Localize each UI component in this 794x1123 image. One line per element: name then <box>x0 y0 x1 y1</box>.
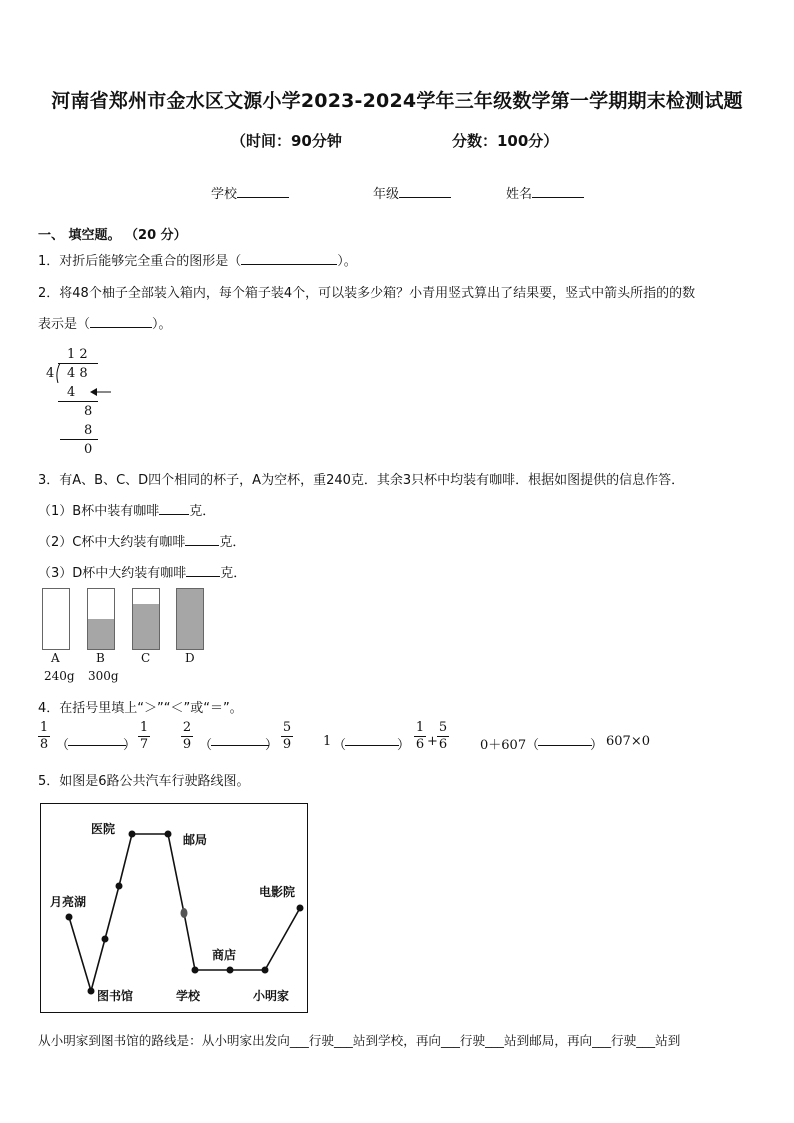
step2: 8 <box>84 423 93 438</box>
section-heading: 一、 填空题。 （20 分） <box>38 228 187 243</box>
label-youju: 邮局 <box>183 833 208 847</box>
stop-dianying-dot <box>297 905 304 912</box>
question-3-part2 <box>38 531 245 550</box>
q4-blank-1[interactable] <box>68 734 126 746</box>
question-1 <box>38 250 357 269</box>
q1-text: 1．对折后能够完全重合的图形是（ <box>38 254 242 269</box>
q3-p2-unit: 克． <box>219 535 246 550</box>
cup-label-a: A <box>51 651 60 665</box>
label-yiyuan: 医院 <box>91 822 116 836</box>
question-5-route: 从小明家到图书馆的路线是：从小明家出发向___行驶___站到学校，再向___行驶___站到邮局，再向___行驶___站到 <box>38 1033 681 1048</box>
paren-open: （ <box>56 738 70 753</box>
question-4-stem: 4．在括号里填上“＞”“＜”或“＝”。 <box>38 701 243 716</box>
label-shangdian: 商店 <box>212 948 237 962</box>
label-dianying: 电影院 <box>259 885 296 899</box>
fraction-5-9: 5 9 <box>282 720 292 752</box>
q4-blank-4[interactable] <box>538 734 592 746</box>
fraction-5-6: 5 6 <box>438 720 448 752</box>
question-5-stem: 5．如图是6路公共汽车行驶路线图。 <box>38 774 250 789</box>
q1-text-end: ）。 <box>337 254 357 269</box>
q3-p3-unit: 克． <box>220 566 247 581</box>
q2-text: 表示是（ <box>38 317 91 332</box>
bus-route-map <box>40 803 308 1013</box>
q3-p1-blank[interactable] <box>159 503 189 515</box>
label-xiaoming: 小明家 <box>253 989 290 1003</box>
label-xuexiao: 学校 <box>176 989 201 1003</box>
fraction-1-7: 1 7 <box>139 720 149 752</box>
fraction-1-8: 1 8 <box>39 720 49 752</box>
stop-yiyuan-dot <box>129 831 136 838</box>
stop-xiaoming-dot <box>262 967 269 974</box>
stop-shangdian-dot <box>227 967 234 974</box>
q2-text-end: ）。 <box>152 317 172 332</box>
cup-label-d: D <box>185 651 195 665</box>
paren-open: （ <box>333 738 347 753</box>
question-2-line2 <box>38 313 172 332</box>
paren-close: ） <box>265 738 279 753</box>
q1-blank[interactable] <box>241 253 337 265</box>
page-title: 河南省郑州市金水区文源小学2023-2024学年三年级数学第一学期期末检测试题 <box>51 90 743 112</box>
label-tushu: 图书馆 <box>97 989 134 1003</box>
paren-open: （ <box>526 738 540 753</box>
paren-open: （ <box>199 738 213 753</box>
label-yueliang: 月亮湖 <box>50 895 87 909</box>
weight-b: 300g <box>88 669 119 683</box>
stop-dot <box>102 936 109 943</box>
q3-p2-blank[interactable] <box>185 534 219 546</box>
q3-p1-unit: 克． <box>189 504 216 519</box>
cup-a <box>42 588 70 650</box>
grade-field[interactable] <box>373 183 451 202</box>
name-label: 姓名 <box>506 187 533 202</box>
cup-coffee-fill <box>177 589 203 649</box>
remainder-1: 8 <box>84 404 93 419</box>
cup-b <box>87 588 115 650</box>
q2-blank[interactable] <box>90 316 152 328</box>
exam-score: 分数：100分） <box>452 132 559 150</box>
fraction-1-6: 1 6 <box>415 720 425 752</box>
q3-p2-text: （2）C杯中大约装有咖啡 <box>38 535 186 550</box>
cup-label-c: C <box>141 651 151 665</box>
stop-xuexiao-dot <box>192 967 199 974</box>
stop-tushu-dot <box>88 988 95 995</box>
weight-a: 240g <box>44 669 75 683</box>
q4-blank-3[interactable] <box>345 734 399 746</box>
divisor: 4 <box>46 366 55 381</box>
question-2-line1: 2．将48个柚子全部装入箱内，每个箱子装4个，可以装多少箱？小青用竖式算出了结果要，竖式中箭头所指的的数 <box>38 286 696 301</box>
paren-close: ） <box>590 738 604 753</box>
school-field[interactable] <box>211 183 289 202</box>
paren-close: ） <box>123 738 137 753</box>
number-one: 1 <box>323 734 332 749</box>
cup-d <box>176 588 204 650</box>
remainder-2: 0 <box>84 442 93 457</box>
school-label: 学校 <box>211 187 238 202</box>
q3-p3-blank[interactable] <box>186 565 220 577</box>
q4-blank-2[interactable] <box>211 734 269 746</box>
stop-dot <box>181 908 188 918</box>
arrow-left-icon <box>90 386 112 398</box>
name-field[interactable] <box>506 183 584 202</box>
dividend: 4 8 <box>67 366 88 381</box>
expr-product: 607×0 <box>606 734 650 749</box>
division-bracket <box>54 363 62 383</box>
q3-p1-text: （1）B杯中装有咖啡 <box>38 504 160 519</box>
fraction-2-9: 2 9 <box>182 720 192 752</box>
stop-yueliang-dot <box>66 914 73 921</box>
paren-close: ） <box>397 738 411 753</box>
cup-coffee-fill <box>88 619 114 649</box>
plus-sign: + <box>427 734 438 749</box>
cup-coffee-fill <box>133 604 159 649</box>
quotient: 1 2 <box>67 347 88 362</box>
exam-time: （时间：90分钟 <box>231 132 342 150</box>
stop-dot <box>116 883 123 890</box>
question-3-stem: 3．有A、B、C、D四个相同的杯子，A为空杯，重240克．其余3只杯中均装有咖啡．根据如图提供的信息作答． <box>38 473 685 488</box>
question-3-part3 <box>38 562 246 581</box>
cup-label-b: B <box>96 651 105 665</box>
stop-youju-dot <box>165 831 172 838</box>
long-division <box>40 345 120 455</box>
q3-p3-text: （3）D杯中大约装有咖啡 <box>38 566 187 581</box>
cup-c <box>132 588 160 650</box>
question-3-part1 <box>38 500 215 519</box>
step1: 4 <box>67 385 76 400</box>
grade-label: 年级 <box>373 187 400 202</box>
expr-sum: 0＋607 <box>480 738 527 753</box>
